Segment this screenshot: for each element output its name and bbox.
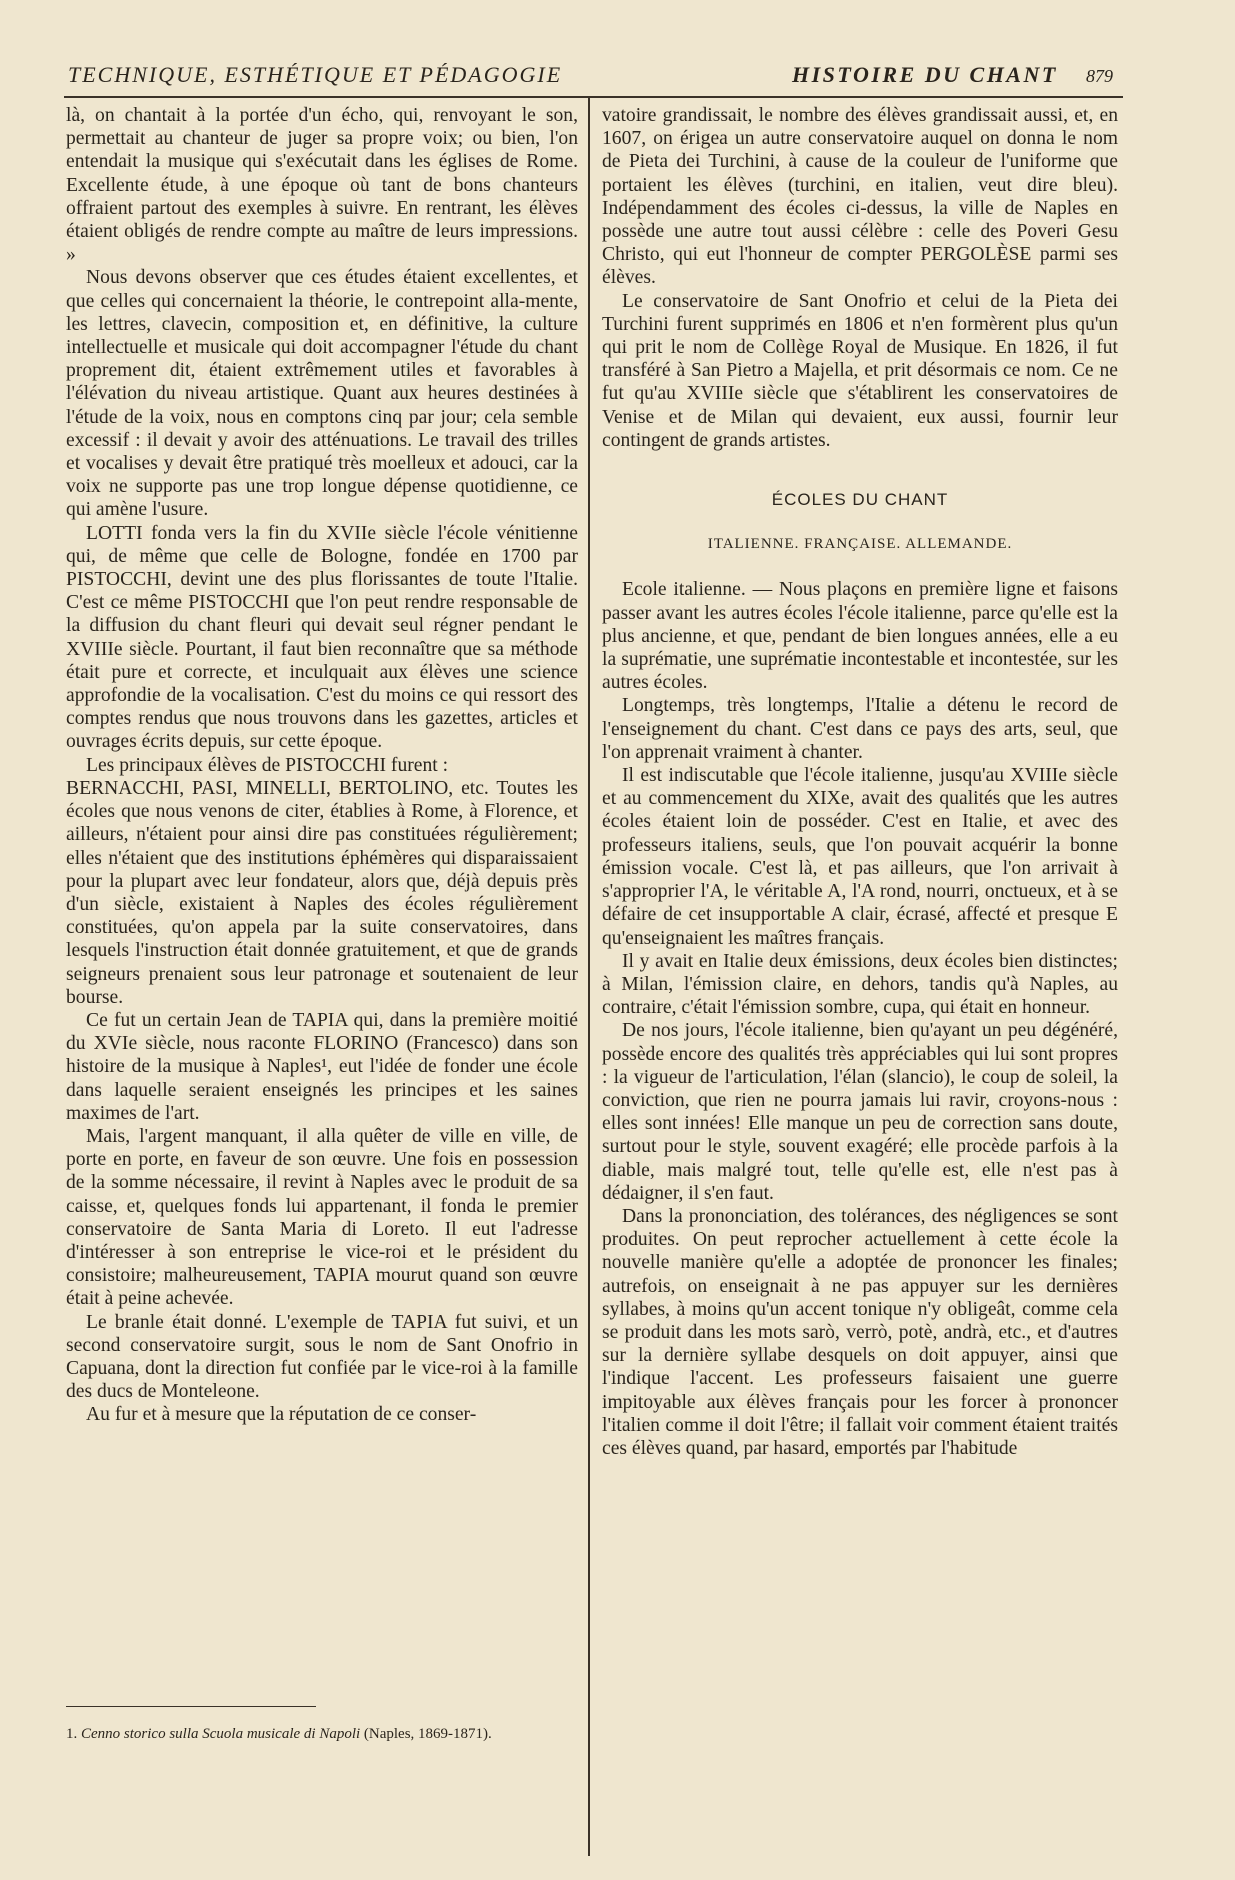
footnote-rule — [66, 1706, 316, 1707]
paragraph: vatoire grandissait, le nombre des élèves grandissait aussi, et, en 1607, on érigea un autre conservatoire auquel on donna le nom de Pieta dei Turchini, à cause de la couleur de l'uniforme que portaient les élèves (turchini, en italien, veut dire bleu). Indépendamment des écoles ci-dessus, la ville de Naples en possède une autre tout aussi célèbre : celle des Poveri Gesu Christo, qui eut l'honneur de compter PERGOLÈSE parmi ses élèves. — [602, 105, 1118, 289]
paragraph: Dans la prononciation, des tolérances, des négligences se sont produites. On peut reprocher actuellement à cette école la nouvelle manière qu'elle a adoptée de prononcer les finales; autrefois, on enseignait à ne pas appuyer sur les dernières syllabes, à moins qu'un accent tonique n'y obligeât, comme cela se produit dans les mots sarò, verrò, potè, andrà, etc., et d'autres sur la dernière syllabe desquels on doit appuyer, ainsi que l'indique l'accent. Les professeurs faisaient une guerre impitoyable aux élèves français pour les forcer à prononcer l'italien comme il doit l'être; il fallait voir comment étaient traités ces élèves quand, par hasard, emportés par l'habitude — [602, 1205, 1118, 1459]
right-column — [602, 104, 1118, 1460]
section-title: ÉCOLES DU CHANT — [771, 490, 949, 510]
paragraph: De nos jours, l'école italienne, bien qu'ayant un peu dégénéré, possède encore des qualités très appréciables qui lui sont propres : la vigueur de l'articulation, l'élan (slancio), le coup de soleil, la conviction, que rien ne pourra jamais lui ravir, croyons-nous : elles sont innées! Elle manque un peu de correction sans doute, surtout pour le style, souvent exagéré; elle procède parfois à la diable, mais malgré tout, telle qu'elle est, elle n'est pas à dédaigner, il s'en faut. — [602, 1020, 1118, 1204]
column-divider — [588, 96, 590, 1856]
paragraph: Mais, l'argent manquant, il alla quêter de ville en ville, de porte en porte, en faveur de son œuvre. Une fois en possession de la somme nécessaire, il revint à Naples avec le produit de sa caisse, et, quelques fonds lui appartenant, il fonda le premier conservatoire de Santa Maria di Loreto. Il eut l'adresse d'intéresser à son entreprise le vice-roi et le président du consistoire; malheureusement, TAPIA mourut quand son œuvre était à peine achevée. — [66, 1125, 578, 1310]
section-subtitle: ITALIENNE. FRANÇAISE. ALLEMANDE. — [707, 536, 1013, 553]
left-column — [66, 104, 578, 1427]
paragraph: Ecole italienne. — Nous plaçons en première ligne et faisons passer avant les autres écoles l'école italienne, parce qu'elle est la plus ancienne, et que, pendant de bien longues années, elle a eu la suprématie, une suprématie incontestable et incontestée, sur les autres écoles. — [602, 579, 1118, 694]
paragraph: là, on chantait à la portée d'un écho, qui, renvoyant le son, permettait au chanteur de juger sa propre voix; ou bien, l'on entendait la musique qui s'exécutait dans les églises de Rome. Excellente étude, à une époque où tant de bons chanteurs offraient partout des exemples à suivre. En rentrant, les élèves étaient obligés de rendre compte au maître de leurs impressions. » — [66, 105, 578, 266]
paragraph: Le conservatoire de Sant Onofrio et celui de la Pieta dei Turchini furent supprimés en 1806 et n'en formèrent plus qu'un qui prit le nom de Collège Royal de Musique. En 1826, il fut transféré à San Pietro a Majella, et prit désormais ce nom. Ce ne fut qu'au XVIIIe siècle que s'établirent les conservatoires de Venise et de Milan qui devaient, eux aussi, fournir leur contingent de grands artistes. — [602, 290, 1118, 451]
footnote-title: Cenno storico sulla Scuola musicale di Napoli — [81, 1726, 361, 1742]
paragraph: BERNACCHI, PASI, MINELLI, BERTOLINO, etc. Toutes les écoles que nous venons de citer, établies à Rome, à Florence, et ailleurs, n'étaient pour ainsi dire pas constituées régulièrement; elles n'étaient que des institutions éphémères qui disparaissaient pour la plupart avec leur fondateur, alors que, déjà depuis près d'un siècle, existaient à Naples des écoles régulièrement constituées, qu'on appela par la suite conservatoires, dans lesquels l'instruction était donnée gratuitement, et que de grands seigneurs prenaient sous leur patronage et soutenaient de leur bourse. — [66, 777, 578, 1008]
paragraph: Le branle était donné. L'exemple de TAPIA fut suivi, et un second conservatoire surgit, sous le nom de Sant Onofrio in Capuana, dont la direction fut confiée par le vice-roi à la famille des ducs de Monteleone. — [66, 1311, 578, 1403]
page-number: 879 — [1086, 66, 1113, 86]
paragraph: Il y avait en Italie deux émissions, deux écoles bien distinctes; à Milan, l'émission claire, en dehors, tandis qu'à Naples, au contraire, c'était l'émission sombre, cupa, qui était en honneur. — [602, 950, 1118, 1019]
header-rule — [64, 96, 1123, 98]
footnote — [66, 1724, 578, 1744]
footnote-number: 1. — [66, 1726, 78, 1742]
paragraph: Ce fut un certain Jean de TAPIA qui, dans la première moitié du XVIe siècle, nous raconte FLORINO (Francesco) dans son histoire de la musique à Naples¹, eut l'idée de fonder une école dans laquelle seraient enseignés les principes et les saines maximes de l'art. — [66, 1009, 578, 1124]
running-header-left: TECHNIQUE, ESTHÉTIQUE ET PÉDAGOGIE — [68, 62, 563, 87]
paragraph: Nous devons observer que ces études étaient excellentes, et que celles qui concernaient la théorie, le contrepoint alla-mente, les lettres, clavecin, composition et, en définitive, la culture intellectuelle et musicale qui doit accompagner l'étude du chant proprement dit, étaient extrêmement utiles et favorables à l'élévation du niveau artistique. Quant aux heures destinées à l'étude de la voix, nous en comptons cinq par jour; cela semble excessif : il devait y avoir des atténuations. Le travail des trilles et vocalises y devait être pratiqué très moelleux et adouci, car la voix ne supporte pas une trop longue dépense quotidienne, ce qui amène l'usure. — [66, 267, 578, 521]
paragraph: Les principaux élèves de PISTOCCHI furent : — [86, 754, 449, 776]
paragraph: Longtemps, très longtemps, l'Italie a détenu le record de l'enseignement du chant. C'est dans ce pays des arts, seul, que l'on apprenait vraiment à chanter. — [602, 695, 1118, 763]
paragraph: Au fur et à mesure que la réputation de ce conser- — [86, 1404, 477, 1426]
paragraph: LOTTI fonda vers la fin du XVIIe siècle l'école vénitienne qui, de même que celle de Bologne, fondée en 1700 par PISTOCCHI, devint une des plus florissantes de toute l'Italie. C'est ce même PISTOCCHI que l'on peut rendre responsable de la diffusion du chant fleuri qui devait seul régner pendant le XVIIIe siècle. Pourtant, il faut bien reconnaître que sa méthode était pure et correcte, et inculquait aux élèves une science approfondie de la vocalisation. C'est du moins ce qui ressort des comptes rendus que nous trouvons dans les gazettes, articles et ouvrages écrits depuis, sur cette époque. — [66, 522, 578, 753]
footnote-text: (Naples, 1869-1871). — [360, 1726, 492, 1742]
running-header-title: HISTOIRE DU CHANT — [792, 62, 1058, 87]
paragraph: Il est indiscutable que l'école italienne, jusqu'au XVIIIe siècle et au commencement du XIXe, avait des qualités que les autres écoles étaient loin de posséder. C'est en Italie, et avec des professeurs italiens, seuls, que l'on pouvait acquérir la bonne émission vocale. C'est là, et pas ailleurs, que l'on arrivait à s'approprier l'A, le véritable A, l'A rond, nourri, onctueux, et à se défaire de cet insupportable A clair, écrasé, affecté et presque E qu'enseignaient les maîtres français. — [602, 765, 1118, 949]
